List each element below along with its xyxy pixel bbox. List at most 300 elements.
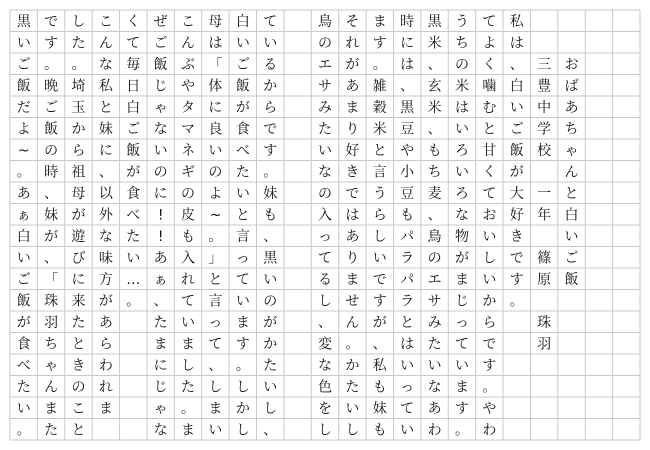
- manuscript-char: 飯: [509, 142, 524, 159]
- manuscript-char: 穀: [372, 99, 387, 116]
- manuscript-char: 私: [372, 357, 387, 374]
- manuscript-char: な: [454, 207, 469, 224]
- manuscript-char: 一: [537, 185, 552, 202]
- manuscript-char: し: [235, 379, 250, 396]
- manuscript-char: べ: [16, 357, 31, 374]
- manuscript-char: あ: [16, 185, 31, 202]
- manuscript-char: し: [208, 379, 223, 396]
- manuscript-char: ご: [44, 99, 59, 116]
- manuscript-char: が: [235, 99, 250, 116]
- manuscript-char: で: [345, 185, 360, 202]
- manuscript-char: ネ: [181, 142, 196, 159]
- manuscript-char: ま: [235, 314, 250, 331]
- manuscript-char: 好: [345, 142, 360, 159]
- manuscript-char: か: [263, 336, 278, 353]
- manuscript-char: ま: [98, 400, 113, 417]
- manuscript-char: 、: [318, 314, 332, 331]
- manuscript-char: 」: [208, 250, 223, 267]
- manuscript-char: 、: [427, 56, 442, 73]
- manuscript-char: に: [208, 99, 223, 116]
- manuscript-char: 。: [235, 357, 250, 374]
- manuscript-char: 良: [208, 121, 223, 138]
- manuscript-char: い: [454, 357, 469, 374]
- manuscript-char: 味: [98, 250, 113, 267]
- manuscript-char: あ: [345, 78, 360, 95]
- manuscript-char: 玄: [427, 78, 442, 95]
- manuscript-char: て: [208, 336, 223, 353]
- manuscript-char: き: [345, 164, 360, 181]
- manuscript-char: 白: [16, 228, 31, 245]
- manuscript-char: 。: [509, 293, 524, 310]
- manuscript-char: 食: [235, 121, 250, 138]
- manuscript-char: 皮: [181, 207, 196, 224]
- manuscript-char: ら: [98, 336, 113, 353]
- manuscript-char: ぜ: [153, 13, 168, 30]
- manuscript-char: 。: [263, 164, 278, 181]
- manuscript-char: は: [400, 56, 415, 73]
- manuscript-char: 時: [44, 164, 59, 181]
- manuscript-char: 言: [235, 228, 250, 245]
- manuscript-char: か: [345, 357, 360, 374]
- manuscript-char: 妹: [44, 207, 59, 224]
- manuscript-char: お: [564, 56, 579, 73]
- manuscript-char: た: [71, 314, 86, 331]
- manuscript-char: 。: [44, 56, 59, 73]
- manuscript-char: と: [372, 142, 387, 159]
- manuscript-char: が: [16, 314, 31, 331]
- manuscript-grid: [10, 10, 640, 440]
- manuscript-char: な: [318, 357, 332, 374]
- manuscript-char: 。: [16, 422, 31, 439]
- manuscript-char: 黒: [16, 13, 31, 30]
- manuscript-char: ゃ: [564, 142, 579, 159]
- manuscript-char: せ: [345, 293, 360, 310]
- manuscript-char: て: [126, 35, 141, 52]
- manuscript-char: 米: [372, 121, 387, 138]
- manuscript-char: ら: [263, 99, 278, 116]
- manuscript-char: 甘: [482, 142, 497, 159]
- manuscript-char: り: [345, 250, 360, 267]
- manuscript-char: い: [318, 142, 332, 159]
- manuscript-char: も: [372, 422, 387, 439]
- manuscript-char: す: [509, 271, 524, 288]
- manuscript-char: た: [44, 422, 59, 439]
- manuscript-char: ゃ: [153, 400, 168, 417]
- manuscript-char: 。: [71, 56, 86, 73]
- manuscript-char: べ: [235, 142, 250, 159]
- manuscript-char: ま: [153, 336, 168, 353]
- manuscript-char: 、: [427, 207, 442, 224]
- manuscript-char: う: [372, 185, 387, 202]
- manuscript-char: 黒: [263, 250, 278, 267]
- manuscript-char: あ: [153, 250, 168, 267]
- manuscript-char: に: [71, 271, 86, 288]
- manuscript-char: っ: [208, 314, 223, 331]
- manuscript-char: て: [454, 336, 469, 353]
- manuscript-char: 母: [71, 185, 86, 202]
- manuscript-char: き: [509, 228, 524, 245]
- manuscript-char: て: [235, 271, 250, 288]
- manuscript-char: 米: [454, 78, 469, 95]
- manuscript-char: 白: [126, 99, 141, 116]
- manuscript-char: 篠: [537, 250, 552, 267]
- manuscript-char: で: [509, 250, 524, 267]
- manuscript-char: あ: [564, 99, 579, 116]
- manuscript-char: 、: [153, 293, 168, 310]
- manuscript-char: り: [345, 121, 360, 138]
- manuscript-char: み: [318, 99, 332, 116]
- manuscript-char: が: [71, 207, 86, 224]
- manuscript-char: て: [263, 13, 278, 30]
- manuscript-char: 三: [537, 56, 552, 73]
- manuscript-char: 飯: [126, 142, 141, 159]
- manuscript-char: 日: [126, 78, 141, 95]
- manuscript-char: に: [153, 185, 168, 202]
- manuscript-char: 以: [98, 185, 113, 202]
- manuscript-char: か: [263, 78, 278, 95]
- manuscript-char: て: [318, 250, 332, 267]
- manuscript-char: 入: [318, 207, 332, 224]
- manuscript-char: こ: [71, 400, 86, 417]
- manuscript-char: 、: [263, 228, 278, 245]
- manuscript-char: 飯: [153, 56, 168, 73]
- manuscript-char: よ: [208, 185, 223, 202]
- manuscript-char: じ: [454, 293, 469, 310]
- manuscript-char: や: [400, 142, 415, 159]
- manuscript-char: き: [71, 357, 86, 374]
- manuscript-char: が: [98, 293, 113, 310]
- manuscript-char: で: [372, 271, 387, 288]
- manuscript-char: ろ: [454, 185, 469, 202]
- manuscript-char: ま: [345, 271, 360, 288]
- manuscript-char: 飯: [564, 271, 579, 288]
- manuscript-char: ま: [44, 400, 59, 417]
- manuscript-char: は: [208, 35, 223, 52]
- manuscript-char: 食: [16, 336, 31, 353]
- manuscript-char: 、: [208, 357, 223, 374]
- manuscript-char: 鳥: [318, 13, 332, 30]
- manuscript-char: す: [482, 357, 497, 374]
- manuscript-char: と: [400, 314, 415, 331]
- manuscript-char: 黒: [400, 99, 415, 116]
- manuscript-char: な: [98, 228, 113, 245]
- manuscript-char: の: [427, 250, 442, 267]
- manuscript-char: び: [71, 250, 86, 267]
- manuscript-char: て: [482, 185, 497, 202]
- manuscript-char: な: [98, 56, 113, 73]
- manuscript-char: い: [345, 400, 360, 417]
- manuscript-char: た: [126, 228, 141, 245]
- manuscript-char: 。: [345, 336, 360, 353]
- manuscript-char: よ: [482, 35, 497, 52]
- manuscript-char: の: [318, 185, 332, 202]
- manuscript-char: 珠: [537, 314, 552, 331]
- manuscript-char: 、: [44, 185, 59, 202]
- manuscript-char: 飯: [16, 78, 31, 95]
- manuscript-char: い: [400, 357, 415, 374]
- manuscript-char: い: [181, 314, 196, 331]
- manuscript-char: で: [263, 121, 278, 138]
- manuscript-char: 妹: [98, 121, 113, 138]
- manuscript-char: 埼: [71, 78, 86, 95]
- manuscript-char: し: [235, 422, 250, 439]
- manuscript-char: て: [400, 400, 415, 417]
- manuscript-char: る: [263, 56, 278, 73]
- manuscript-char: し: [318, 293, 332, 310]
- manuscript-char: 豆: [400, 185, 415, 202]
- manuscript-char: ラ: [400, 250, 415, 267]
- manuscript-char: し: [181, 357, 196, 374]
- manuscript-char: ご: [126, 121, 141, 138]
- manuscript-char: と: [564, 185, 579, 202]
- manuscript-char: が: [263, 314, 278, 331]
- manuscript-char: 飯: [235, 78, 250, 95]
- manuscript-char: る: [318, 271, 332, 288]
- manuscript-char: よ: [16, 121, 31, 138]
- manuscript-char: く: [482, 56, 497, 73]
- manuscript-char: に: [98, 142, 113, 159]
- manuscript-char: で: [482, 336, 497, 353]
- manuscript-char: と: [98, 99, 113, 116]
- manuscript-char: 入: [181, 250, 196, 267]
- manuscript-char: 方: [98, 271, 113, 288]
- manuscript-char: ま: [181, 422, 196, 439]
- manuscript-char: タ: [181, 99, 196, 116]
- manuscript-char: な: [153, 422, 168, 439]
- manuscript-char: 。: [16, 164, 31, 181]
- manuscript-char: わ: [482, 422, 497, 439]
- manuscript-char: や: [181, 78, 196, 95]
- manuscript-char: 。: [454, 422, 469, 439]
- manuscript-char: も: [372, 379, 387, 396]
- manuscript-char: っ: [400, 379, 415, 396]
- manuscript-char: や: [482, 400, 497, 417]
- manuscript-char: 来: [71, 293, 86, 310]
- manuscript-char: 原: [537, 271, 552, 288]
- manuscript-char: 雑: [372, 78, 387, 95]
- manuscript-char: と: [71, 336, 86, 353]
- manuscript-char: 白: [235, 13, 250, 30]
- manuscript-char: 私: [98, 78, 113, 95]
- manuscript-char: 「: [44, 271, 59, 288]
- manuscript-char: た: [427, 336, 442, 353]
- manuscript-char: た: [153, 314, 168, 331]
- manuscript-char: ら: [372, 207, 387, 224]
- manuscript-char: ご: [16, 56, 31, 73]
- manuscript-char: し: [318, 422, 332, 439]
- manuscript-char: い: [564, 228, 579, 245]
- manuscript-char: エ: [427, 271, 442, 288]
- manuscript-char: で: [44, 13, 59, 30]
- manuscript-char: 麦: [427, 185, 442, 202]
- manuscript-char: す: [372, 35, 387, 52]
- manuscript-char: 変: [318, 336, 332, 353]
- manuscript-char: 豆: [400, 121, 415, 138]
- manuscript-char: だ: [16, 99, 31, 116]
- manuscript-char: い: [509, 99, 524, 116]
- manuscript-char: を: [318, 400, 332, 417]
- manuscript-char: は: [400, 336, 415, 353]
- manuscript-char: パ: [400, 228, 415, 245]
- manuscript-char: 外: [98, 207, 113, 224]
- manuscript-char: れ: [98, 379, 113, 396]
- manuscript-char: ご: [509, 121, 524, 138]
- manuscript-char: 物: [454, 228, 469, 245]
- manuscript-char: し: [71, 13, 86, 30]
- manuscript-char: 、: [44, 250, 59, 267]
- manuscript-char: た: [235, 164, 250, 181]
- manuscript-char: 米: [427, 35, 442, 52]
- manuscript-char: 母: [208, 13, 223, 30]
- manuscript-char: は: [454, 99, 469, 116]
- manuscript-char: !: [157, 228, 164, 245]
- manuscript-char: す: [372, 293, 387, 310]
- manuscript-char: い: [208, 422, 223, 439]
- manuscript-char: 毎: [126, 56, 141, 73]
- manuscript-char: ん: [564, 164, 579, 181]
- manuscript-char: い: [208, 142, 223, 159]
- manuscript-char: ま: [345, 99, 360, 116]
- manuscript-char: !: [157, 207, 164, 224]
- manuscript-char: い: [454, 121, 469, 138]
- manuscript-char: 、: [509, 56, 524, 73]
- manuscript-char: パ: [400, 271, 415, 288]
- manuscript-char: 、: [98, 164, 113, 181]
- manuscript-char: ゃ: [153, 99, 168, 116]
- manuscript-char: 。: [208, 228, 223, 245]
- manuscript-char: わ: [427, 422, 442, 439]
- manuscript-char: と: [235, 207, 250, 224]
- manuscript-char: し: [263, 400, 278, 417]
- manuscript-char: 飯: [44, 121, 59, 138]
- manuscript-char: 色: [318, 379, 332, 396]
- manuscript-char: あ: [98, 314, 113, 331]
- manuscript-char: の: [318, 35, 332, 52]
- manuscript-char: の: [44, 142, 59, 159]
- manuscript-char: 小: [400, 164, 415, 181]
- manuscript-char: 羽: [44, 314, 59, 331]
- manuscript-char: 白: [564, 207, 579, 224]
- manuscript-char: ま: [372, 13, 387, 30]
- manuscript-char: た: [345, 379, 360, 396]
- manuscript-char: い: [16, 400, 31, 417]
- manuscript-char: 体: [208, 78, 223, 95]
- manuscript-char: 私: [509, 13, 524, 30]
- manuscript-char: 米: [427, 99, 442, 116]
- manuscript-char: た: [71, 35, 86, 52]
- manuscript-char: 、: [427, 121, 442, 138]
- manuscript-char: ち: [454, 35, 469, 52]
- manuscript-char: 校: [537, 142, 552, 159]
- manuscript-char: こ: [181, 13, 196, 30]
- manuscript-char: エ: [318, 56, 332, 73]
- manuscript-char: し: [345, 422, 360, 439]
- manuscript-char: ギ: [181, 164, 196, 181]
- manuscript-char: あ: [427, 400, 442, 417]
- manuscript-char: っ: [235, 250, 250, 267]
- manuscript-char: 。: [126, 293, 141, 310]
- manuscript-char: い: [263, 379, 278, 396]
- manuscript-char: い: [454, 164, 469, 181]
- manuscript-char: 珠: [44, 293, 59, 310]
- manuscript-char: か: [482, 293, 497, 310]
- manuscript-char: ご: [564, 250, 579, 267]
- manuscript-char: す: [454, 400, 469, 417]
- manuscript-char: 、: [263, 422, 278, 439]
- manuscript-char: い: [235, 35, 250, 52]
- manuscript-char: そ: [345, 13, 360, 30]
- manuscript-char: ゃ: [44, 357, 59, 374]
- manuscript-char: な: [318, 164, 332, 181]
- manuscript-char: 言: [372, 164, 387, 181]
- manuscript-char: か: [71, 121, 86, 138]
- manuscript-char: 玉: [71, 99, 86, 116]
- manuscript-char: 時: [400, 13, 415, 30]
- manuscript-char: い: [126, 250, 141, 267]
- manuscript-char: い: [482, 228, 497, 245]
- manuscript-char: 。: [181, 400, 196, 417]
- manuscript-char: も: [427, 142, 442, 159]
- manuscript-char: 大: [509, 185, 524, 202]
- manuscript-char: 鳥: [427, 228, 442, 245]
- manuscript-char: も: [263, 207, 278, 224]
- manuscript-char: が: [509, 164, 524, 181]
- manuscript-char: が: [44, 228, 59, 245]
- manuscript-char: 白: [509, 78, 524, 95]
- manuscript-char: 年: [537, 207, 552, 224]
- manuscript-char: ぁ: [153, 271, 168, 288]
- manuscript-char: れ: [345, 35, 360, 52]
- manuscript-char: ぶ: [181, 56, 196, 73]
- manuscript-char: ラ: [400, 293, 415, 310]
- manuscript-char: 好: [509, 207, 524, 224]
- manuscript-char: む: [482, 99, 497, 116]
- manuscript-char: 。: [372, 56, 387, 73]
- manuscript-char: ま: [208, 400, 223, 417]
- manuscript-char: い: [16, 35, 31, 52]
- manuscript-char: か: [235, 400, 250, 417]
- manuscript-char: 、: [372, 336, 387, 353]
- manuscript-char: ち: [44, 336, 59, 353]
- manuscript-char: い: [153, 142, 168, 159]
- manuscript-char: い: [372, 250, 387, 267]
- manuscript-char: 中: [537, 99, 552, 116]
- manuscript-char: 言: [208, 293, 223, 310]
- manuscript-char: こ: [98, 13, 113, 30]
- manuscript-char: と: [208, 271, 223, 288]
- manuscript-char: 食: [126, 185, 141, 202]
- manuscript-char: ろ: [454, 142, 469, 159]
- manuscript-char: た: [318, 121, 332, 138]
- manuscript-char: ち: [427, 164, 442, 181]
- manuscript-char: ~: [17, 142, 30, 159]
- manuscript-char: は: [509, 35, 524, 52]
- manuscript-char: 、: [400, 78, 415, 95]
- manuscript-char: 妹: [372, 400, 387, 417]
- manuscript-char: の: [454, 56, 469, 73]
- manuscript-char: じ: [153, 379, 168, 396]
- manuscript-char: し: [372, 228, 387, 245]
- manuscript-char: 黒: [427, 13, 442, 30]
- manuscript-char: い: [235, 293, 250, 310]
- manuscript-char: 豊: [537, 78, 552, 95]
- manuscript-char: ご: [16, 271, 31, 288]
- manuscript-char: の: [153, 164, 168, 181]
- manuscript-char: い: [400, 422, 415, 439]
- manuscript-char: 羽: [537, 336, 552, 353]
- manuscript-char: と: [71, 422, 86, 439]
- manuscript-char: …: [126, 271, 141, 288]
